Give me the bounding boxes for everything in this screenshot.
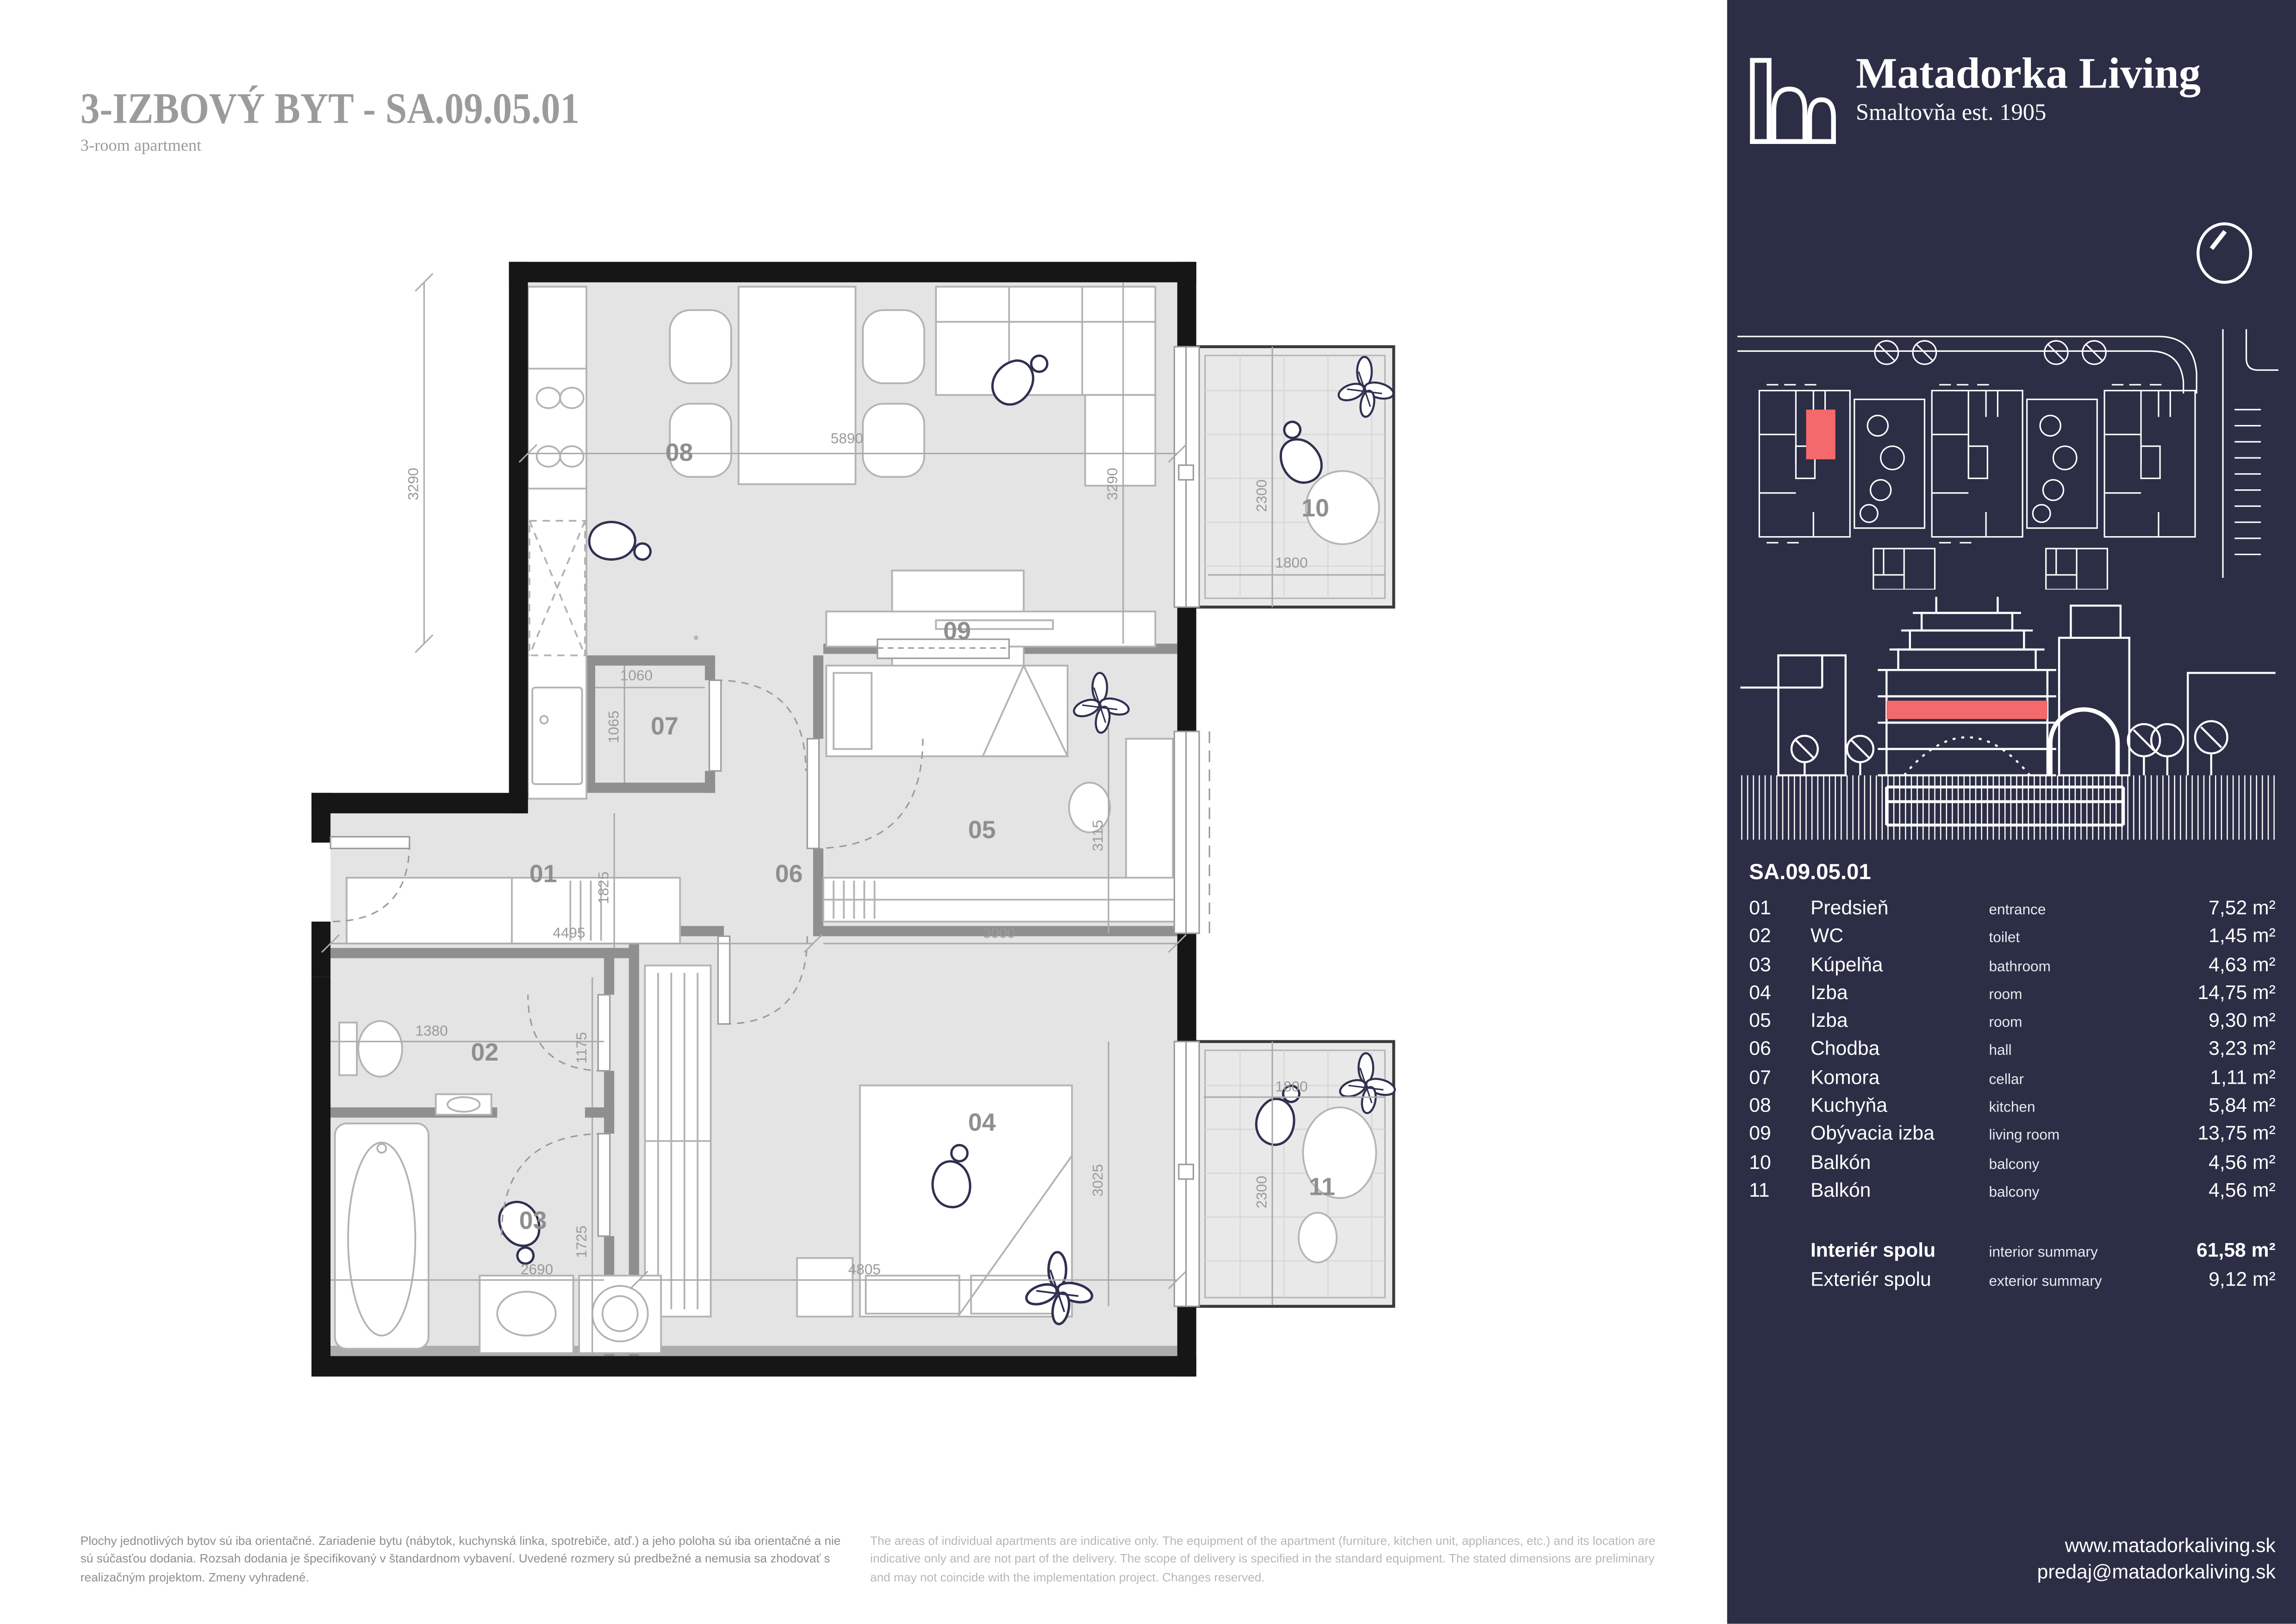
table-row — [1749, 897, 2276, 925]
row-name: Kúpelňa — [1810, 953, 1883, 975]
row-area: 4,56 m² — [2209, 1179, 2276, 1201]
row-area: 1,11 m² — [2210, 1066, 2276, 1088]
summary-row-exterior — [1749, 1268, 2276, 1296]
website-link[interactable]: www.matadorkaliving.sk — [2065, 1534, 2276, 1557]
summary-en: interior summary — [1989, 1245, 2098, 1262]
brand — [1748, 50, 2201, 150]
row-area: 4,56 m² — [2209, 1150, 2276, 1173]
row-num: 06 — [1749, 1037, 1771, 1060]
row-name: Obývacia izba — [1810, 1122, 1935, 1145]
row-en: cellar — [1989, 1072, 2024, 1088]
row-num: 02 — [1749, 924, 1771, 947]
row-num: 11 — [1749, 1179, 1770, 1201]
row-name: WC — [1810, 924, 1844, 947]
row-en: balcony — [1989, 1185, 2040, 1201]
row-num: 04 — [1749, 981, 1771, 1004]
sideboard-05 — [823, 878, 1177, 922]
row-name: Predsieň — [1810, 897, 1889, 919]
summary-name: Interiér spolu — [1810, 1239, 1936, 1262]
table-row — [1749, 953, 2276, 981]
row-en: bathroom — [1989, 959, 2051, 975]
row-num: 01 — [1749, 897, 1771, 919]
row-num: 10 — [1749, 1150, 1771, 1173]
disclaimer-en: The areas of individual apartments are indicative only. The equipment of the apartment (furniture, kitchen unit, appliances, etc.) and its location are indicative only and are not part of the delivery. The scope of delivery is specified in the standard equipment. The stated dimensions are preliminary and may not coincide with the implementation project. Changes reserved. — [870, 1533, 1655, 1584]
row-en: living room — [1989, 1128, 2060, 1145]
row-area: 1,45 m² — [2209, 924, 2276, 947]
dim-2690: 2690 — [520, 1261, 554, 1278]
brand-tagline: Smaltovňa est. 1905 — [1855, 101, 2047, 126]
room-table — [1749, 860, 2276, 1296]
row-num: 08 — [1749, 1094, 1771, 1117]
dim-1175: 1175 — [573, 1032, 590, 1064]
toilet — [339, 1021, 402, 1077]
room-label-05: 05 — [968, 816, 996, 844]
row-num: 09 — [1749, 1122, 1771, 1145]
table-row — [1749, 1010, 2276, 1038]
washbasin-02 — [436, 1094, 492, 1115]
room-label-10: 10 — [1301, 494, 1330, 522]
dim-4805: 4805 — [848, 1261, 881, 1278]
elevation-diagram — [1740, 597, 2276, 849]
sidebar — [1727, 0, 2296, 1624]
contact-block — [2037, 1533, 2276, 1586]
room-label-02: 02 — [471, 1038, 499, 1066]
dim-1380: 1380 — [415, 1022, 448, 1039]
row-en: balcony — [1989, 1156, 2040, 1173]
wardrobe-04 — [645, 966, 711, 1317]
factory-arches-icon — [1748, 53, 1838, 150]
row-en: room — [1989, 1015, 2022, 1032]
summary-en: exterior summary — [1989, 1273, 2102, 1290]
highlighted-unit — [1806, 410, 1835, 459]
row-name: Balkón — [1810, 1150, 1871, 1173]
washbasin-03 — [479, 1275, 573, 1353]
bathtub — [335, 1124, 429, 1349]
table-row — [1749, 1151, 2276, 1179]
row-area: 5,84 m² — [2209, 1094, 2276, 1117]
room-label-07: 07 — [651, 712, 678, 740]
balcony-11-door — [1174, 1042, 1199, 1306]
room-label-06: 06 — [775, 860, 803, 888]
asterisk-mark: * — [693, 631, 699, 649]
site-plan-diagram — [1737, 329, 2278, 589]
dim-1725: 1725 — [573, 1225, 590, 1258]
row-num: 07 — [1749, 1066, 1771, 1088]
page-subtitle: 3-room apartment — [80, 137, 202, 155]
disclaimer-sk: Plochy jednotlivých bytov sú iba orientačné. Zariadenie bytu (nábytok, kuchynská linka, spotrebiče, atď.) a jeho poloha sú iba orientačné a nie sú súčasťou dodania. Rozsah dodania je špecifikovaný v štandardnom vybavení. Uvedené rozmery sú predbežné a nemusia sa zhodovať s realizačným projektom. Zmeny vyhradené. — [80, 1533, 841, 1584]
email-link[interactable]: predaj@matadorkaliving.sk — [2037, 1561, 2276, 1583]
row-en: toilet — [1989, 931, 2020, 947]
washing-machine — [579, 1275, 661, 1353]
page-title: 3-IZBOVÝ BYT - SA.09.05.01 — [80, 85, 580, 133]
row-area: 7,52 m² — [2209, 897, 2276, 919]
row-en: entrance — [1989, 902, 2046, 919]
row-name: Izba — [1810, 981, 1848, 1004]
row-en: room — [1989, 987, 2022, 1004]
dim-3290-right: 3290 — [1104, 468, 1121, 500]
row-name: Balkón — [1810, 1179, 1871, 1201]
dim-1800-b10: 1800 — [1275, 554, 1308, 571]
brand-name: Matadorka Living — [1855, 50, 2201, 98]
row-num: 05 — [1749, 1009, 1771, 1032]
dim-5890: 5890 — [830, 430, 864, 447]
row-en: kitchen — [1989, 1100, 2035, 1117]
row-area: 4,63 m² — [2209, 953, 2276, 975]
dim-1060: 1060 — [620, 667, 653, 684]
dim-4495: 4495 — [553, 924, 585, 941]
row-name: Izba — [1810, 1009, 1848, 1032]
summary-area: 9,12 m² — [2209, 1268, 2276, 1290]
table-row — [1749, 1038, 2276, 1066]
row-area: 14,75 m² — [2197, 981, 2276, 1004]
row-area: 3,23 m² — [2209, 1037, 2276, 1060]
row-name: Komora — [1810, 1066, 1880, 1088]
table-row — [1749, 925, 2276, 953]
dim-2300-b10: 2300 — [1253, 479, 1270, 512]
row-num: 03 — [1749, 953, 1771, 975]
table-row — [1749, 1094, 2276, 1123]
table-row — [1749, 1066, 2276, 1094]
dim-1800-b11: 1800 — [1275, 1078, 1308, 1095]
room-label-03: 03 — [519, 1206, 547, 1235]
table-row — [1749, 1179, 2276, 1207]
north-compass-icon — [2196, 222, 2252, 284]
dim-3025: 3025 — [1089, 1164, 1106, 1197]
window-05 — [1174, 731, 1209, 933]
summary-area: 61,58 m² — [2196, 1239, 2276, 1262]
dim-3290-left: 3290 — [404, 468, 422, 500]
row-name: Chodba — [1810, 1037, 1880, 1060]
summary-row-interior — [1749, 1239, 2276, 1268]
kitchen-counter — [528, 287, 586, 799]
row-area: 9,30 m² — [2209, 1009, 2276, 1032]
table-row — [1749, 1123, 2276, 1151]
dim-3000: 3000 — [983, 924, 1015, 941]
room-label-08: 08 — [665, 438, 693, 467]
row-area: 13,75 m² — [2197, 1122, 2276, 1145]
row-name: Kuchyňa — [1810, 1094, 1887, 1117]
table-row — [1749, 981, 2276, 1010]
balcony-10-door — [1174, 347, 1199, 607]
room-label-11: 11 — [1309, 1173, 1335, 1201]
dim-1825: 1825 — [595, 871, 612, 904]
room-label-01: 01 — [529, 860, 557, 888]
row-en: hall — [1989, 1043, 2012, 1060]
room-label-09: 09 — [943, 617, 971, 645]
dim-1065: 1065 — [605, 710, 622, 743]
bed-05 — [826, 666, 1067, 756]
wardrobe-01 — [347, 878, 680, 943]
unit-code: SA.09.05.01 — [1749, 860, 1871, 885]
room-label-04: 04 — [968, 1108, 996, 1137]
dim-2300-b11: 2300 — [1253, 1175, 1270, 1209]
summary-name: Exteriér spolu — [1810, 1268, 1931, 1290]
highlighted-floor — [1886, 701, 2047, 719]
dim-3115: 3115 — [1089, 820, 1106, 852]
